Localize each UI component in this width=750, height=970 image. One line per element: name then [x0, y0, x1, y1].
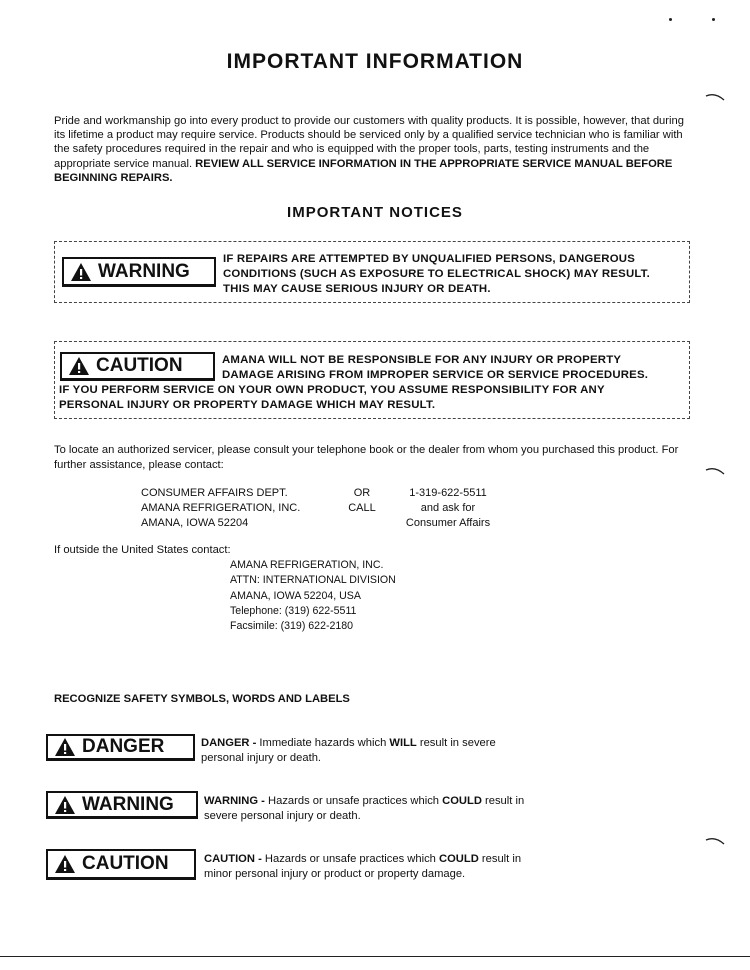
page-title: IMPORTANT INFORMATION [226, 50, 524, 73]
danger-symbol-badge [46, 734, 195, 761]
scan-mark [705, 92, 725, 102]
danger-desc-2: result in severe personal injury or death. [201, 737, 496, 764]
outside-us-label: If outside the United States contact: [54, 544, 231, 556]
danger-strong: WILL [389, 737, 417, 749]
caution-line-1: AMANA WILL NOT BE RESPONSIBLE FOR ANY INJURY OR PROPERTY [222, 354, 622, 366]
consumer-phone-block [393, 486, 503, 531]
consumer-address [141, 486, 300, 531]
intro-text: Pride and workmanship go into every product to provide our customers with quality products. It is possible, however, that during its lifetime a product may require service. Products should be serviced only by a qualified service technician who is familiar with the safety procedures required in the repair and who is equipped with the proper tools, parts, testing instruments and the appropriate service manual. [54, 115, 684, 170]
warning-symbol-badge [46, 791, 198, 819]
caution-description [204, 852, 549, 882]
consumer-line-2: AMANA REFRIGERATION, INC. [141, 502, 301, 514]
warning-desc-2: result in severe personal injury or death. [204, 795, 525, 822]
warning-desc-1: Hazards or unsafe practices which [264, 795, 443, 807]
warning-line-2: CONDITIONS (SUCH AS EXPOSURE TO ELECTRICAL SHOCK) MAY RESULT. [223, 268, 650, 280]
notices-heading: IMPORTANT NOTICES [287, 204, 463, 221]
warning-symbol-label: WARNING [82, 793, 174, 815]
intl-line-1: AMANA REFRIGERATION, INC. [230, 559, 384, 571]
warning-triangle-icon [54, 795, 76, 815]
warning-notice-text [223, 252, 693, 297]
danger-description [201, 736, 531, 766]
warning-triangle-icon [68, 356, 90, 376]
warning-triangle-icon [54, 854, 76, 874]
caution-notice-label: CAUTION [96, 355, 183, 376]
warning-description [204, 794, 534, 824]
page-bottom-edge [0, 956, 750, 957]
intro-paragraph [54, 114, 694, 185]
caution-desc-2: result in minor personal injury or product or property damage. [204, 853, 522, 880]
warning-triangle-icon [70, 262, 92, 282]
speck [712, 18, 715, 21]
or-call [347, 486, 377, 516]
intro-bold-text: REVIEW ALL SERVICE INFORMATION IN THE APPROPRIATE SERVICE MANUAL BEFORE BEGINNING REPAIRS. [54, 157, 673, 184]
scan-mark [705, 466, 725, 476]
scan-mark [705, 836, 725, 846]
consumer-phone: 1-319-622-5511 [409, 487, 487, 499]
recognize-symbols-heading: RECOGNIZE SAFETY SYMBOLS, WORDS AND LABELS [54, 693, 350, 705]
caution-symbol-badge [46, 849, 196, 880]
warning-triangle-icon [54, 737, 76, 757]
danger-symbol-label: DANGER [82, 736, 165, 757]
intl-line-2: ATTN: INTERNATIONAL DIVISION [230, 574, 396, 587]
caution-notice-badge [60, 352, 215, 381]
warning-term: WARNING - [204, 795, 265, 807]
ask-for-label: and ask for [420, 502, 476, 514]
consumer-affairs-label: Consumer Affairs [405, 517, 491, 529]
warning-line-3: THIS MAY CAUSE SERIOUS INJURY OR DEATH. [223, 283, 491, 295]
international-address [230, 558, 396, 634]
speck [669, 18, 672, 21]
caution-strong: COULD [439, 853, 479, 865]
intl-line-3: AMANA, IOWA 52204, USA [230, 589, 361, 602]
intl-telephone: Telephone: (319) 622-5511 [230, 604, 357, 617]
caution-symbol-label: CAUTION [82, 853, 169, 874]
caution-term: CAUTION - [204, 853, 262, 865]
call-label: CALL [348, 502, 376, 514]
consumer-line-3: AMANA, IOWA 52204 [141, 517, 249, 529]
locate-servicer-paragraph: To locate an authorized servicer, please consult your telephone book or the dealer from whom you purchased this product. For further assistance, please contact: [54, 444, 679, 471]
or-label: OR [353, 487, 371, 499]
danger-desc-1: Immediate hazards which [256, 737, 390, 749]
intl-facsimile: Facsimile: (319) 622-2180 [230, 620, 354, 633]
caution-line-4: PERSONAL INJURY OR PROPERTY DAMAGE WHICH MAY RESULT. [59, 399, 436, 411]
warning-notice-label: WARNING [98, 260, 190, 282]
caution-notice-text-top [222, 353, 692, 383]
warning-notice-badge [62, 257, 216, 287]
warning-strong: COULD [442, 795, 482, 807]
caution-line-3: IF YOU PERFORM SERVICE ON YOUR OWN PRODUCT, YOU ASSUME RESPONSIBILITY FOR ANY [59, 384, 605, 396]
consumer-line-1: CONSUMER AFFAIRS DEPT. [141, 487, 288, 499]
danger-term: DANGER - [201, 737, 257, 749]
caution-desc-1: Hazards or unsafe practices which [261, 853, 440, 865]
caution-notice-text-bottom [59, 383, 693, 413]
caution-line-2: DAMAGE ARISING FROM IMPROPER SERVICE OR SERVICE PROCEDURES. [222, 369, 649, 381]
warning-line-1: IF REPAIRS ARE ATTEMPTED BY UNQUALIFIED PERSONS, DANGEROUS [223, 253, 635, 265]
